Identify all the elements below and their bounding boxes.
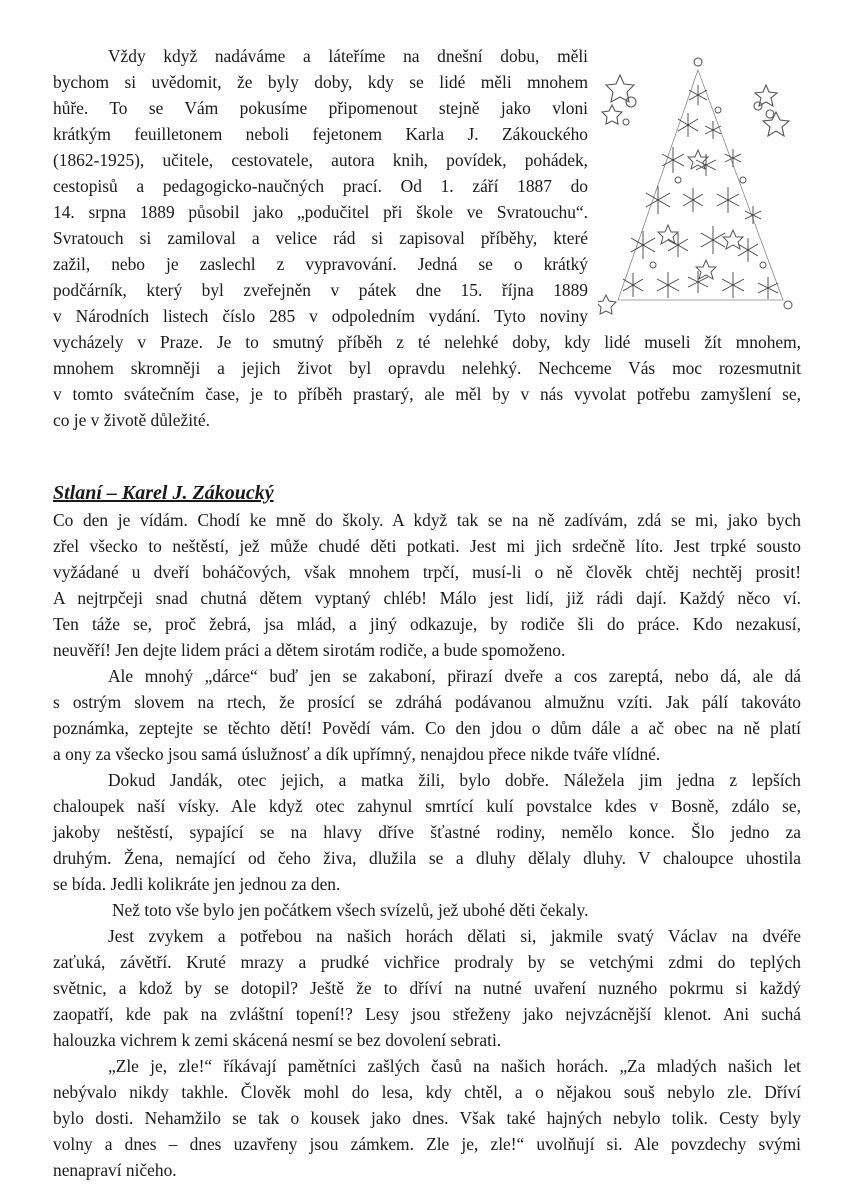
story-line-9: poznámka, zeptejte se těchto dětí! Povědí vám. Co den jdou o dům dále a ač obec na ně platí (53, 718, 801, 738)
story-line-10: a ony za všecko jsou samá úslužnosť a dík upřímný, nenajdou přece nikde tváře vlídné. (53, 744, 661, 764)
story-line-8: s ostrým slovem na rtech, že prosící se zdráhá podávanou almužnu vzíti. Jak pálí takováto (53, 692, 801, 712)
story-line-17: Jest zvykem a potřebou na našich horách dělati si, jakmile svatý Václav na dvéře (108, 926, 801, 946)
story-line-21: halouzka vichrem k zemi skácená nesmí se bez dovolení sebrati. (53, 1030, 502, 1050)
story-line-4: A nejtrpčeji snad chutná dětem vyptaný chléb! Málo jest lidí, již rádi dají. Každý něco ví. (53, 588, 801, 608)
story-line-7: Ale mnohý „dárce“ buď jen se zakaboní, přirazí dveře a cos zareptá, nebo dá, ale dá (108, 666, 801, 686)
intro-line-9: zažil, nebo je zaslechl z vypravování. Jedná se o krátký (53, 254, 588, 274)
intro-line-5: (1862-1925), učitele, cestovatele, autora knih, povídek, pohádek, (53, 150, 588, 170)
story-line-11: Dokud Jandák, otec jejich, a matka žili, bylo dobře. Náležela jim jedna z lepších (108, 770, 801, 790)
christmas-tree-illustration (598, 50, 798, 320)
story-line-14: druhým. Žena, nemající od čeho živa, dlužila se a dluhy dělaly dluhy. V chaloupce uhostila (53, 848, 801, 868)
story-line-16: Než toto vše bylo jen počátkem všech svízelů, jež ubohé děti čekaly. (112, 900, 589, 920)
story-line-20: zaopatří, kde pak na zvláštní topení!? Lesy jsou střeženy jako nejvzácnější klenot. Ani suchá (53, 1004, 801, 1024)
story-line-18: zaťuká, závětří. Kruté mrazy a prudké vichřice prodraly by se vetchými zdmi do teplých (53, 952, 801, 972)
intro-line-10: podčárník, který byl zveřejněn v pátek dne 15. října 1889 (53, 280, 588, 300)
story-line-25: volny a dnes – dnes uzavřeny jsou zámkem. Zle je, zle!“ uvolňují si. Ale povzdechy svými (53, 1134, 801, 1154)
intro-line-12: vycházely v Praze. Je to smutný příběh z té nelehké doby, kdy lidé museli žít mnohem, (53, 332, 801, 352)
story-line-3: vyžádané u dveří boháčových, však mnohem trpčí, musí-li o ně člověk chtěj nechtěj prosit! (53, 562, 801, 582)
intro-line-13: mnohem skromněji a jejich život byl opravdu nelehký. Nechceme Vás moc rozesmutnit (53, 358, 801, 378)
story-line-13: jakoby neštěstí, sypající se na hlavy dříve šťastné rodiny, nemělo konce. Šlo jedno za (53, 822, 801, 842)
story-line-1: Co den je vídám. Chodí ke mně do školy. A když tak se na ně zadívám, zdá se mi, jako bych (53, 510, 801, 530)
intro-line-8: Svratouch si zamiloval a velice rád si zapisoval příběhy, které (53, 228, 588, 248)
story-line-6: neuvěří! Jen dejte lidem práci a dětem sirotám rodiče, a bude spomoženo. (53, 640, 566, 660)
intro-line-2: bychom si uvědomit, že byly doby, kdy se lidé měli mnohem (53, 72, 588, 92)
intro-line-11: v Národních listech číslo 285 v odpoledním vydání. Tyto noviny (53, 306, 588, 326)
story-line-5: Ten táže se, proč žebrá, jsa mlád, a jiný odkazuje, by rodiče šli do práce. Kdo nezakusí, (53, 614, 801, 634)
story-heading: Stlaní – Karel J. Zákoucký (53, 482, 274, 504)
intro-line-7: 14. srpna 1889 působil jako „podučitel při škole ve Svratouchu“. (53, 202, 588, 222)
story-line-2: zřel všecko to neštěstí, jež může chudé děti potkati. Jest mi jich srdečně líto. Jest trpké sousto (53, 536, 801, 556)
story-line-22: „Zle je, zle!“ říkávají pamětníci zašlých časů na našich horách. „Za mladých našich let (108, 1056, 801, 1076)
story-line-24: bylo dosti. Nehamžilo se tak o kousek jako dnes. Však také hajných nebylo tolik. Cesty byly (53, 1108, 801, 1128)
story-line-23: nebývalo nikdy takhle. Člověk mohl do lesa, kdy chtěl, a o nějakou souš nebylo zle. Dříví (53, 1082, 801, 1102)
story-line-19: světnic, a kdož by se dotopil? Ještě že to dříví na nutné uvaření nuzného pokrmu si každý (53, 978, 801, 998)
intro-line-14: v tomto svátečním čase, je to příběh prastarý, ale měl by v nás vyvolat potřebu zamyšlení se, (53, 384, 801, 404)
story-line-26: nenapraví ničeho. (53, 1160, 177, 1180)
intro-line-1: Vždy když nadáváme a láteříme na dnešní dobu, měli (108, 46, 588, 66)
story-line-12: chaloupek naší vísky. Ale když otec zahynul smrtící kulí povstalce kdes v Bosně, zdálo se, (53, 796, 801, 816)
intro-line-15: co je v životě důležité. (53, 410, 210, 430)
intro-line-3: hůře. To se Vám pokusíme připomenout stejně jako vloni (53, 98, 588, 118)
story-line-15: se bída. Jedli kolikráte jen jednou za den. (53, 874, 341, 894)
intro-line-6: cestopisů a pedagogicko-naučných prací. Od 1. září 1887 do (53, 176, 588, 196)
intro-line-4: krátkým feuilletonem neboli fejetonem Karla J. Zákouckého (53, 124, 588, 144)
